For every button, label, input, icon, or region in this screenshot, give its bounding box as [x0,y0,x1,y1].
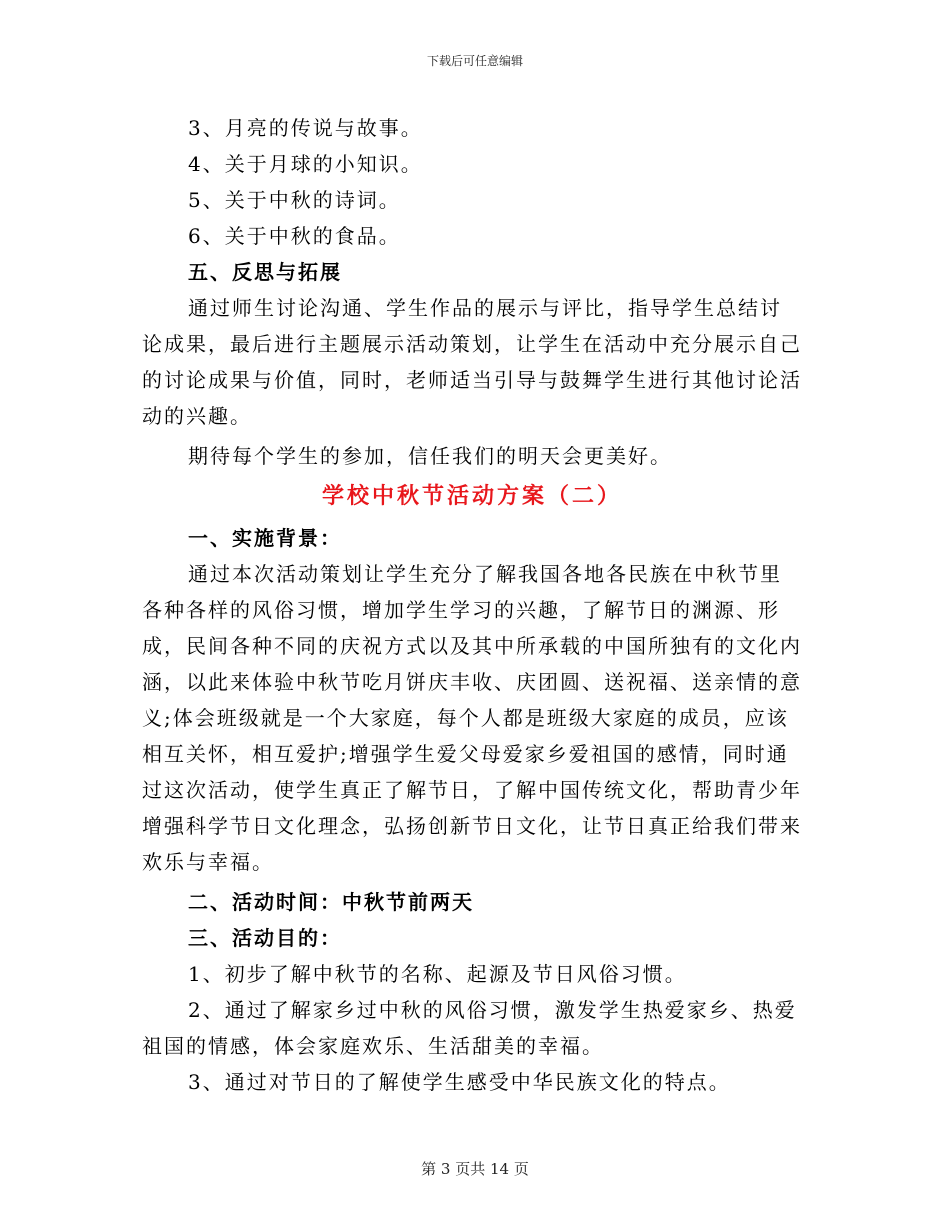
section-heading: 一、实施背景： [188,526,342,550]
list-item: 2、通过了解家乡过中秋的风俗习惯，激发学生热爱家乡、热爱祖国的情感，体会家庭欢乐、生活甜美的幸福。 [142,998,797,1058]
document-body [142,110,802,1100]
page-footer: 第 3 页共 14 页 [421,1160,529,1178]
paragraph: 期待每个学生的参加，信任我们的明天会更美好。 [188,444,672,468]
section-heading: 三、活动目的： [188,926,342,950]
list-item: 4、关于月球的小知识。 [188,152,423,176]
paragraph: 通过本次活动策划让学生充分了解我国各地各民族在中秋节里各种各样的风俗习惯，增加学生学习的兴趣，了解节日的渊源、形成，民间各种不同的庆祝方式以及其中所承载的中国所独有的文化内涵，以此来体验中秋节吃月饼庆丰收、庆团圆、送祝福、送亲情的意义;体会班级就是一个大家庭，每个人都是班级大家庭的成员，应该相互关怀，相互爱护;增强学生爱父母爱家乡爱祖国的感情，同时通过这次活动，使学生真正了解节日，了解中国传统文化，帮助青少年增强科学节日文化理念，弘扬创新节日文化，让节日真正给我们带来欢乐与幸福。 [142,562,802,874]
list-item: 3、月亮的传说与故事。 [188,116,423,140]
list-item: 6、关于中秋的食品。 [188,224,401,248]
section-heading: 五、反思与拓展 [188,260,342,284]
list-item: 3、通过对节日的了解使学生感受中华民族文化的特点。 [188,1070,731,1094]
list-item: 5、关于中秋的诗词。 [188,188,401,212]
page-header: 下载后可任意编辑 [426,54,523,68]
list-item: 1、初步了解中秋节的名称、起源及节日风俗习惯。 [188,962,687,986]
paragraph: 通过师生讨论沟通、学生作品的展示与评比，指导学生总结讨论成果，最后进行主题展示活动策划，让学生在活动中充分展示自己的讨论成果与价值，同时，老师适当引导与鼓舞学生进行其他讨论活动的兴趣。 [142,296,802,428]
document-title: 学校中秋节活动方案（二） [321,483,622,509]
section-heading: 二、活动时间：中秋节前两天 [188,890,474,914]
